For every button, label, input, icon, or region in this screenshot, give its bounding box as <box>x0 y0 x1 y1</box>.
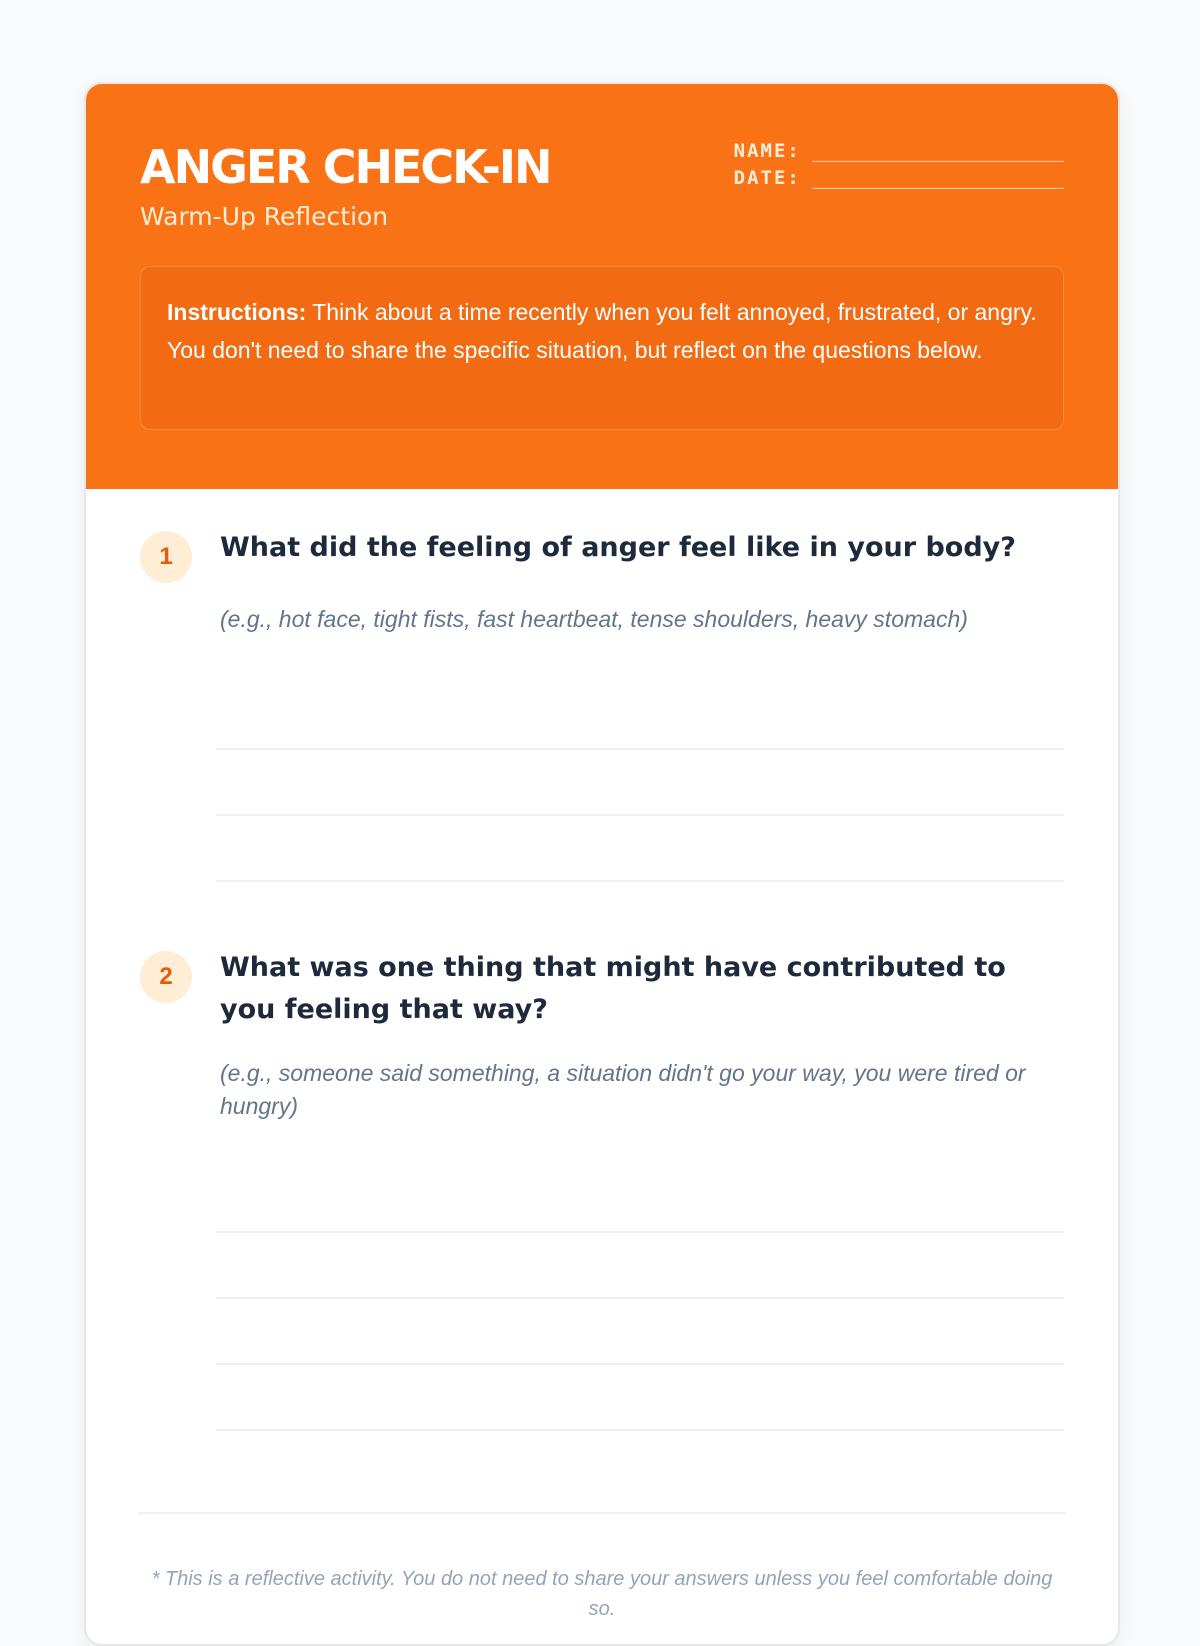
instructions-label: Instructions: <box>167 299 307 325</box>
worksheet-card <box>84 82 1120 1646</box>
answer-line[interactable] <box>216 1429 1064 1431</box>
question-text: What was one thing that might have contributed to you feeling that way? <box>220 952 1006 1025</box>
name-blank-line[interactable]: ______________________ <box>812 140 1064 162</box>
question-text: What did the feeling of anger feel like in your body? <box>220 532 1016 563</box>
name-field[interactable] <box>734 138 1064 165</box>
name-date-fields <box>734 138 1064 192</box>
answer-line[interactable] <box>216 1231 1064 1233</box>
footer-divider <box>138 1512 1066 1514</box>
answer-line[interactable] <box>216 748 1064 750</box>
question-number-badge: 1 <box>140 531 192 583</box>
date-blank-line[interactable]: ______________________ <box>812 167 1064 189</box>
instructions-box <box>140 266 1064 430</box>
instructions-text: Think about a time recently when you felt annoyed, frustrated, or angry. You don't need to share the specific situation, but reflect on the questions below. <box>167 299 1037 363</box>
worksheet-subtitle: Warm-Up Reflection <box>140 202 389 231</box>
question-hint: (e.g., hot face, tight fists, fast heartbeat, tense shoulders, heavy stomach) <box>220 606 968 632</box>
worksheet-header <box>86 84 1118 489</box>
date-field[interactable] <box>734 165 1064 192</box>
name-label: NAME: <box>733 140 801 162</box>
question-hint: (e.g., someone said something, a situation didn't go your way, you were tired or hungry) <box>220 1060 1026 1119</box>
answer-line[interactable] <box>216 814 1064 816</box>
answer-line[interactable] <box>216 1297 1064 1299</box>
date-label: DATE: <box>733 167 801 189</box>
question-number-badge: 2 <box>140 951 192 1003</box>
footnote: * This is a reflective activity. You do not need to share your answers unless you feel comfortable doing so. <box>151 1568 1053 1620</box>
answer-line[interactable] <box>216 1363 1064 1365</box>
answer-line[interactable] <box>216 880 1064 882</box>
worksheet-title: ANGER CHECK-IN <box>140 140 551 194</box>
